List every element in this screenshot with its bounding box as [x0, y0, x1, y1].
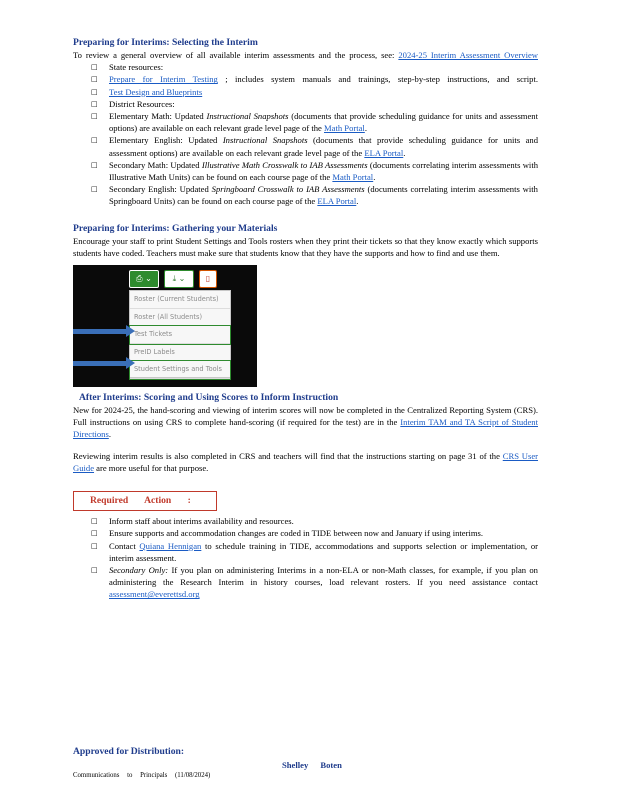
assessment-email-link[interactable]: assessment@everettsd.org	[109, 589, 200, 600]
ela-portal-link[interactable]: ELA Portal	[364, 147, 404, 158]
crs-guide-link[interactable]: CRS User Guide	[73, 450, 539, 473]
bullet-icon: □	[91, 185, 98, 194]
intro-paragraph: To review a general overview of all available interim assessments and the process, see: 2024-25 Interim Assessment Overview	[73, 50, 538, 60]
print-dropdown-menu	[129, 290, 231, 378]
print-menu-screenshot	[73, 265, 257, 387]
menu-item-settings-tools[interactable]: Student Settings and Tools	[130, 361, 230, 379]
gathering-paragraph: Encourage your staff to print Student Settings and Tools rosters when they print their tickets so that they know exactly which supports students have coded. Teachers must make sure that students know that they have the supports and how to find and use them.	[73, 235, 538, 258]
list-item: □ Contact Quiana Hennigan to schedule training in TIDE, accommodations and supports selection or implementation, or interim assessment.	[91, 540, 538, 563]
list-item: □ Secondary English: Updated Springboard Crosswalk to IAB Assessments (documents correlating interim assessments with Springboard Units) can be found on each course page of the ELA Portal.	[91, 184, 538, 207]
bullet-icon: □	[91, 136, 98, 145]
math-portal-link[interactable]: Math Portal	[324, 123, 365, 134]
list-item: □ Elementary Math: Updated Instructional Snapshots (documents that provide scheduling guidance for units and assessment options) are available on each relevant grade level page of the Math Portal.	[91, 111, 538, 134]
ela-portal-link[interactable]: ELA Portal	[317, 196, 357, 207]
bullet-icon: □	[91, 160, 98, 169]
menu-item-roster-all[interactable]: Roster (All Students)	[130, 309, 230, 327]
required-action-label: Required Action :	[73, 491, 217, 511]
list-item: □ Ensure supports and accommodation changes are coded in TIDE between now and January if using interims.	[91, 528, 484, 539]
document-body	[73, 36, 538, 601]
bullet-icon: □	[91, 112, 98, 121]
list-item: □ Secondary Math: Updated Illustrative Math Crosswalk to IAB Assessments (documents correlating interim assessments with Illustrative Math Units) can be found on each course page of the Math Portal.	[91, 159, 539, 183]
bullet-icon: □	[91, 566, 98, 575]
bullet-icon: □	[91, 63, 98, 72]
interim-tam-link[interactable]: Interim TAM and TA Script of Student Directions	[73, 417, 538, 440]
menu-item-test-tickets[interactable]: Test Tickets	[130, 326, 230, 344]
math-portal-link[interactable]: Math Portal	[332, 172, 374, 183]
menu-item-roster-current[interactable]: Roster (Current Students)	[130, 291, 230, 309]
bullet-icon: □	[91, 517, 98, 526]
action-list	[73, 515, 538, 600]
list-item: □ District Resources:	[91, 98, 175, 109]
section-heading-selecting: Preparing for Interims: Selecting the Interim	[73, 37, 258, 48]
section-heading-after: After Interims: Scoring and Using Scores to Inform Instruction	[79, 392, 339, 404]
list-item: □ State resources:	[91, 62, 164, 73]
bullet-icon: □	[91, 75, 98, 84]
list-item: □ Elementary English: Updated Instructional Snapshots (documents that provide scheduling guidance for units and assessment options) are available on each relevant grade level page of the ELA Portal.	[91, 135, 538, 158]
communication-line: Communications to Principals (11/08/2024)	[73, 772, 211, 779]
document-icon[interactable]: ▯	[199, 270, 217, 288]
list-item	[73, 86, 538, 98]
arrow-icon	[73, 361, 127, 366]
download-icon[interactable]: ⤓ ⌄	[164, 270, 194, 288]
prepare-testing-link[interactable]: Prepare for Interim Testing	[109, 74, 218, 85]
approver-name: Shelley Boten	[282, 760, 342, 770]
menu-item-preid-labels[interactable]: PreID Labels	[130, 344, 230, 362]
bullet-icon: □	[91, 99, 98, 108]
required-action-box-wrap	[73, 491, 538, 511]
arrow-icon	[73, 329, 127, 334]
print-icon[interactable]: ⎙ ⌄	[129, 270, 159, 288]
resource-list	[73, 61, 538, 207]
bullet-icon: □	[91, 529, 98, 538]
quiana-hennigan-link[interactable]: Quiana Hennigan	[139, 540, 202, 551]
list-item: □ Secondary Only: If you plan on administering Interims in a non-ELA or non-Math classes, for example, if you plan on administering the Research Interim in history courses, load relevant rosters. If you need assistance contact assessment@everettsd.org	[91, 565, 538, 600]
reviewing-paragraph: Reviewing interim results is also completed in CRS and teachers will find that the instructions starting on page 31 of the CRS User Guide are more useful for that purpose.	[73, 450, 539, 473]
approved-label: Approved for Distribution:	[73, 746, 185, 757]
interim-overview-link[interactable]: 2024-25 Interim Assessment Overview	[398, 50, 538, 60]
test-design-link[interactable]: Test Design and Blueprints	[109, 86, 203, 97]
bullet-icon: □	[91, 541, 98, 550]
section-heading-gathering: Preparing for Interims: Gathering your Materials	[73, 222, 278, 234]
bullet-icon: □	[91, 87, 98, 96]
list-item: □ Prepare for Interim Testing ; includes system manuals and trainings, step-by-step instructions, and script.	[91, 74, 538, 85]
scoring-paragraph: New for 2024-25, the hand-scoring and viewing of interim scores will now be completed in the Centralized Reporting System (CRS). Full instructions on using CRS to complete hand-scoring (if required for the test) are in the Interim TAM and TA Script of Student Directions.	[73, 405, 538, 440]
list-item: □ Inform staff about interims availability and resources.	[91, 516, 294, 527]
